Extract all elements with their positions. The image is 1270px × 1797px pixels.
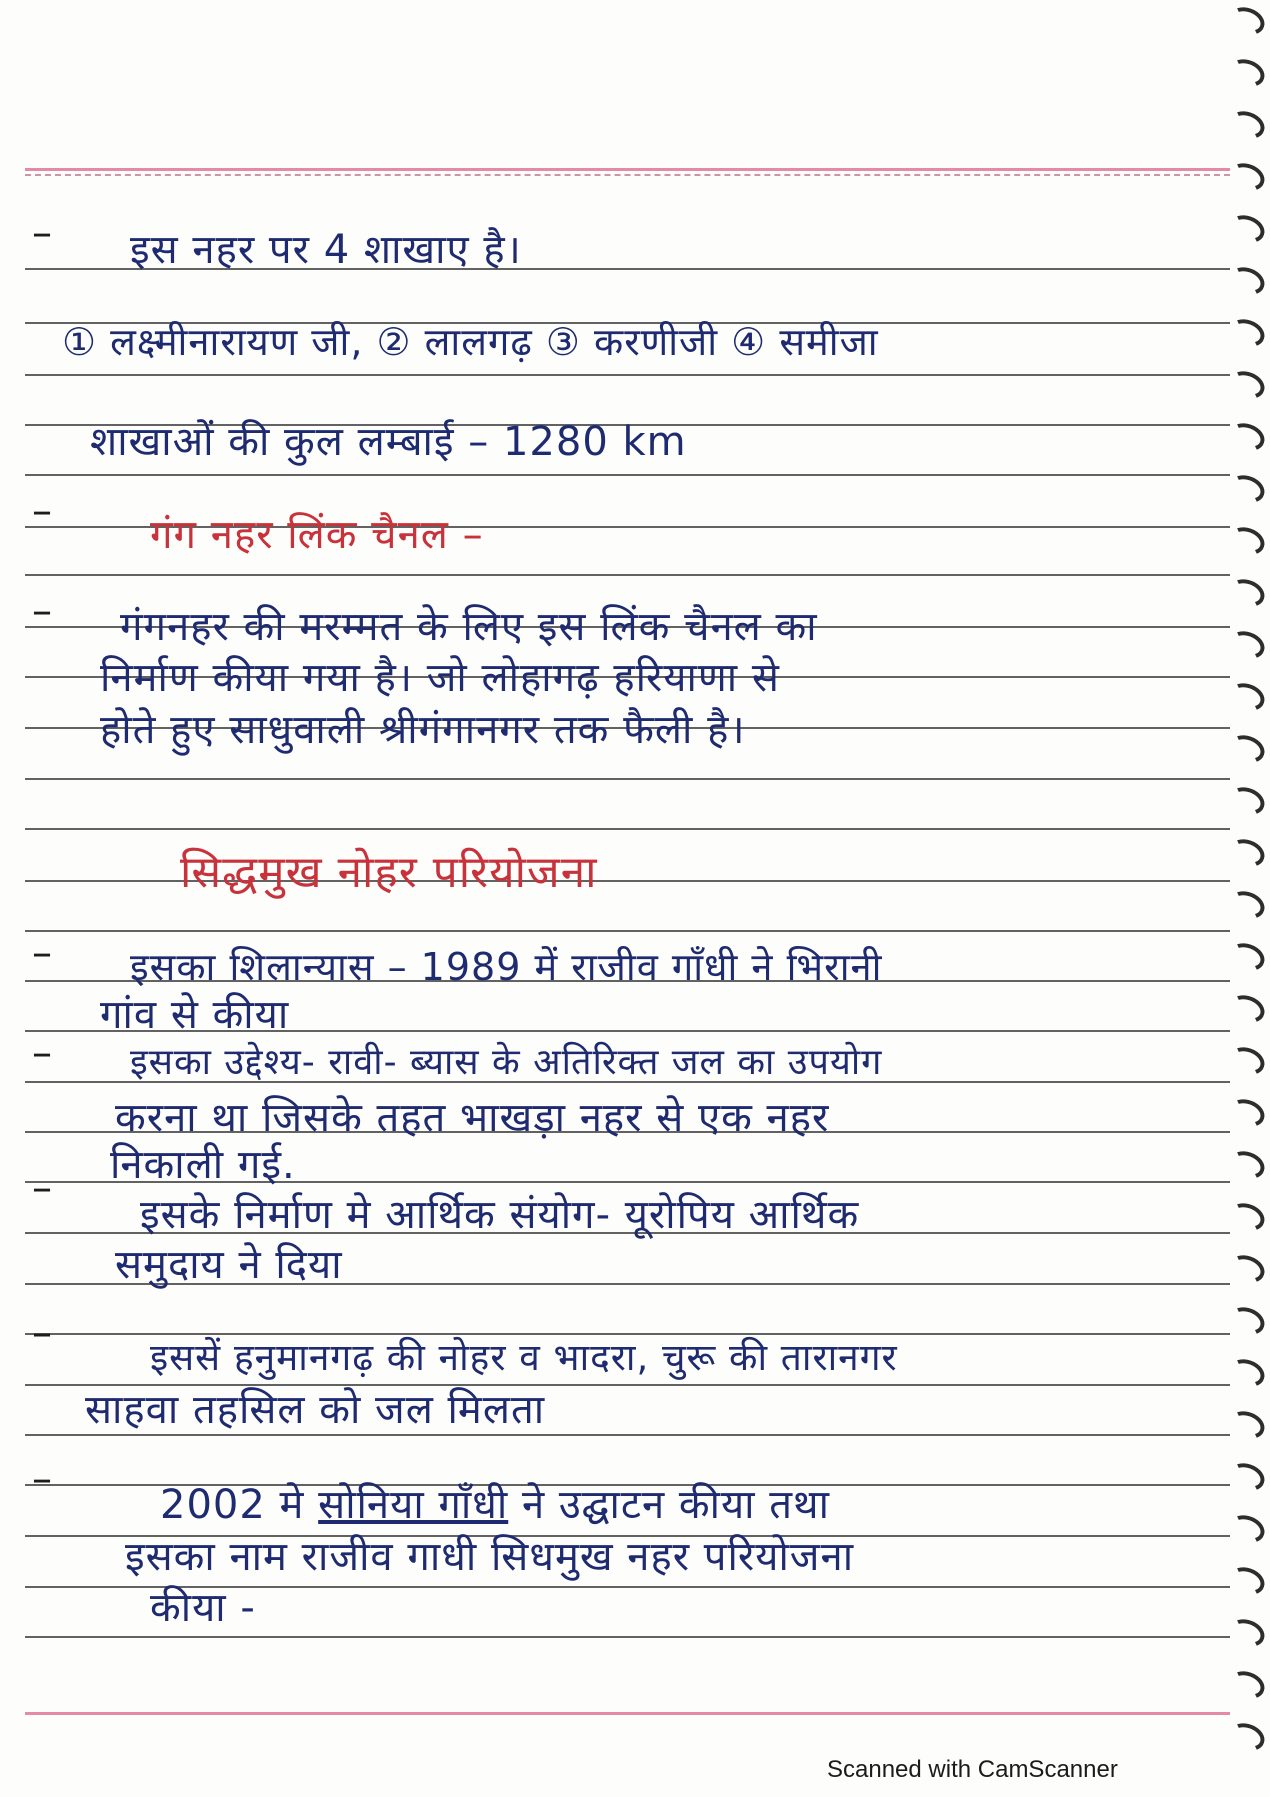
spiral-ring: [1226, 107, 1269, 144]
spiral-ring: [1226, 1667, 1269, 1704]
spiral-ring: [1226, 1459, 1269, 1496]
note-line: कीया -: [150, 1585, 256, 1631]
spiral-ring: [1226, 159, 1269, 196]
spiral-ring: [1226, 627, 1269, 664]
top-pink-margin-line: [25, 168, 1230, 171]
note-line: निकाली गई.: [110, 1142, 296, 1188]
spiral-ring: [1226, 1615, 1269, 1652]
note-line: इसके निर्माण मे आर्थिक संयोग- यूरोपिय आर्थिक: [140, 1192, 860, 1238]
ruled-line: [25, 474, 1230, 476]
spiral-ring: [1226, 315, 1269, 352]
ruled-line: [25, 930, 1230, 932]
top-wavy-line: [25, 174, 1230, 184]
spiral-ring: [1226, 1199, 1269, 1236]
note-line: ① लक्ष्मीनारायण जी, ② लालगढ़ ③ करणीजी ④ समीजा: [62, 320, 879, 364]
note-line: गंगनहर की मरम्मत के लिए इस लिंक चैनल का: [120, 604, 818, 650]
spiral-ring: [1226, 783, 1269, 820]
bullet-dash: –: [32, 1030, 52, 1076]
bullet-dash: –: [32, 1165, 52, 1211]
spiral-ring: [1226, 731, 1269, 768]
note-underlined-name: सोनिया गाँधी: [318, 1482, 509, 1528]
spiral-ring: [1226, 263, 1269, 300]
note-line: इससें हनुमानगढ़ की नोहर व भादरा, चुरू की तारानगर: [150, 1336, 898, 1379]
note-line: इसका नाम राजीव गाधी सिधमुख नहर परियोजना: [125, 1534, 855, 1580]
note-text: ने उद्घाटन कीया तथा: [521, 1482, 830, 1528]
spiral-ring: [1226, 1043, 1269, 1080]
section-heading: सिद्धमुख नोहर परियोजना: [180, 847, 598, 898]
bullet-dash: –: [32, 1310, 52, 1356]
note-line: समुदाय ने दिया: [115, 1242, 343, 1288]
spiral-ring: [1226, 1303, 1269, 1340]
spiral-ring: [1226, 991, 1269, 1028]
note-line: होते हुए साधुवाली श्रीगंगानगर तक फैली है।: [100, 707, 746, 753]
ruled-line: [25, 778, 1230, 780]
note-line: शाखाओं की कुल लम्बाई – 1280 km: [90, 419, 687, 465]
spiral-ring: [1226, 419, 1269, 456]
note-line: करना था जिसके तहत भाखड़ा नहर से एक नहर: [115, 1095, 830, 1141]
note-text: 2002 मे: [160, 1482, 305, 1528]
spiral-ring: [1226, 55, 1269, 92]
spiral-ring: [1226, 887, 1269, 924]
spiral-ring: [1226, 575, 1269, 612]
spiral-ring: [1226, 1719, 1269, 1756]
bullet-dash: –: [32, 588, 52, 634]
note-line: साहवा तहसिल को जल मिलता: [85, 1387, 546, 1433]
note-line: इसका उद्देश्य- रावी- ब्यास के अतिरिक्त जल का उपयोग: [130, 1042, 883, 1083]
ruled-line: [25, 574, 1230, 576]
ruled-line: [25, 1636, 1230, 1638]
spiral-ring: [1226, 1355, 1269, 1392]
bullet-dash: –: [32, 1456, 52, 1502]
bullet-dash: –: [32, 930, 52, 976]
spiral-ring: [1226, 523, 1269, 560]
bullet-dash: –: [32, 488, 52, 534]
spiral-ring: [1226, 1511, 1269, 1548]
note-line: इस नहर पर 4 शाखाए है।: [130, 227, 522, 273]
note-line: इसका शिलान्यास – 1989 में राजीव गाँधी ने भिरानी: [130, 945, 883, 989]
note-line: [160, 1475, 1210, 1530]
spiral-ring: [1226, 471, 1269, 508]
section-heading: गंग नहर लिंक चैनल –: [150, 512, 484, 558]
spiral-ring: [1226, 1095, 1269, 1132]
spiral-ring: [1226, 367, 1269, 404]
spiral-ring: [1226, 1407, 1269, 1444]
spiral-ring: [1226, 211, 1269, 248]
spiral-ring: [1226, 1563, 1269, 1600]
bullet-dash: –: [32, 210, 52, 256]
spiral-ring: [1226, 835, 1269, 872]
spiral-ring: [1226, 1147, 1269, 1184]
spiral-ring: [1226, 1251, 1269, 1288]
scanner-watermark: Scanned with CamScanner: [827, 1756, 1118, 1783]
ruled-line: [25, 374, 1230, 376]
spiral-ring: [1226, 3, 1269, 40]
ruled-line: [25, 828, 1230, 830]
note-line: निर्माण कीया गया है। जो लोहागढ़ हरियाणा से: [100, 655, 780, 701]
bottom-pink-margin-line: [25, 1712, 1230, 1715]
spiral-ring: [1226, 939, 1269, 976]
spiral-ring: [1226, 679, 1269, 716]
note-line: गांव से कीया: [100, 992, 290, 1038]
